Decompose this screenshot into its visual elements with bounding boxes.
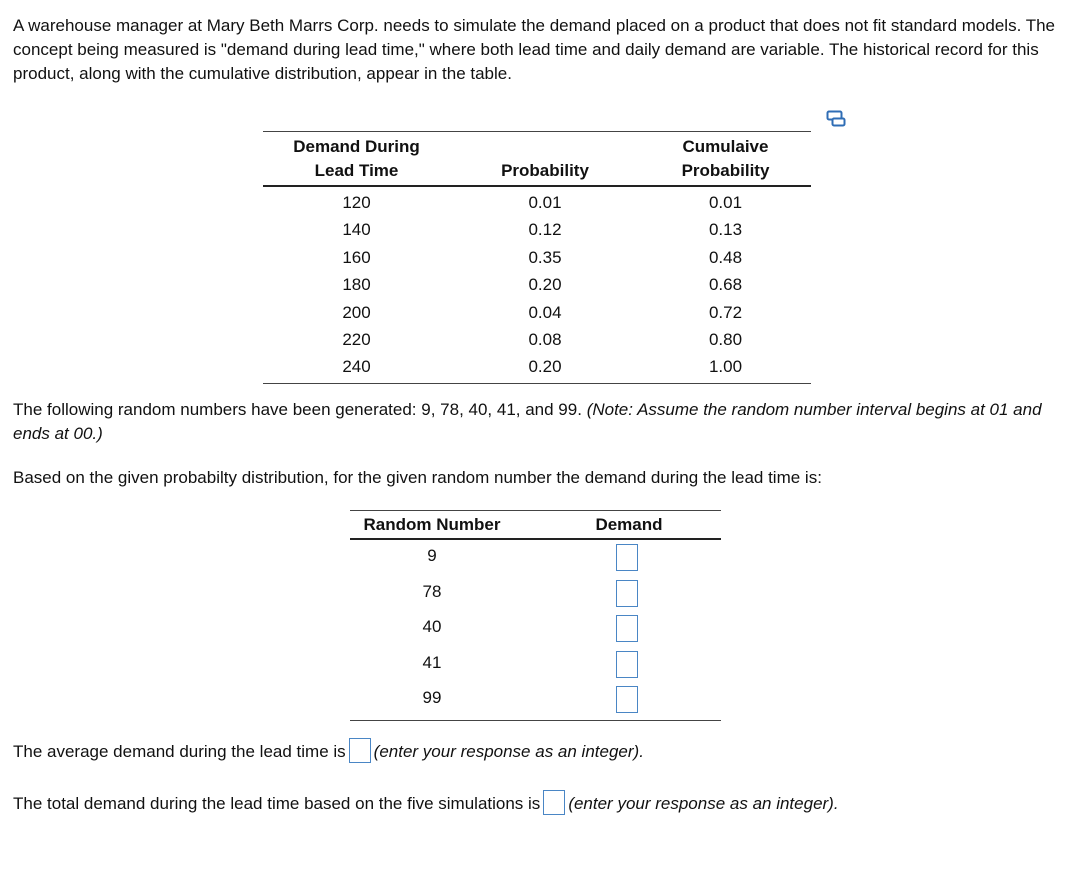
cell-cumulative: 0.13 (708, 220, 743, 240)
random-number: 41 (422, 652, 442, 672)
table-row (263, 216, 811, 243)
based-on-text: Based on the given probabilty distribution, for the given random number the demand during the lead time is: (13, 468, 822, 487)
cell-probability: 0.20 (528, 275, 562, 295)
simulation-table (350, 510, 721, 721)
cell-probability: 0.08 (528, 329, 562, 349)
table-row (263, 189, 811, 216)
cell-demand: 240 (342, 357, 371, 377)
table-row (350, 683, 721, 719)
cell-cumulative: 0.80 (708, 329, 743, 349)
copy-icon[interactable] (826, 110, 846, 128)
cell-cumulative: 0.48 (708, 247, 743, 267)
table-row (350, 612, 721, 648)
cell-probability: 0.20 (528, 357, 562, 377)
table-header (350, 511, 721, 540)
header-demand: Demand During Lead Time (293, 137, 420, 180)
cell-cumulative: 0.01 (708, 193, 743, 212)
demand-distribution-table (263, 131, 811, 384)
cell-demand: 120 (342, 193, 371, 212)
cell-probability: 0.01 (528, 193, 562, 212)
table-row (263, 244, 811, 271)
random-numbers-text: The following random numbers have been generated: 9, 78, 40, 41, and 99. (Note: Assume the random number interval begins at 01 and ends at 00.) (13, 400, 1042, 443)
demand-input[interactable] (616, 580, 638, 607)
total-demand-question: The total demand during the lead time based on the five simulations is (enter your response as an integer). (13, 792, 1070, 817)
demand-input[interactable] (616, 544, 638, 571)
demand-input[interactable] (616, 651, 638, 678)
cell-probability: 0.04 (528, 302, 562, 322)
table-row (263, 299, 811, 326)
cell-cumulative: 0.72 (708, 302, 743, 322)
header-cumulative: Cumulaive Probability (681, 137, 770, 180)
random-note: (Note: Assume the random number interval begins at 01 and ends at 00.) (13, 400, 1042, 443)
random-number: 9 (427, 546, 437, 565)
cell-cumulative: 0.68 (708, 275, 743, 295)
random-number: 78 (422, 581, 442, 601)
demand-input[interactable] (616, 686, 638, 713)
cell-cumulative: 1.00 (708, 357, 743, 377)
cell-probability: 0.35 (528, 247, 562, 267)
table-row (350, 577, 721, 613)
average-demand-question: The average demand during the lead time is (enter your response as an integer). (13, 740, 1070, 765)
table-row (263, 353, 811, 380)
problem-intro: A warehouse manager at Mary Beth Marrs Corp. needs to simulate the demand placed on a product that does not fit standard models. The concept being measured is "demand during lead time," where both lead time and daily demand are variable. The historical record for this product, along with the cumulative distribution, appear in the table. (13, 16, 1055, 83)
total-demand-input[interactable] (543, 790, 565, 815)
header-probability: Probability (501, 161, 589, 180)
cell-demand: 140 (342, 220, 371, 240)
cell-probability: 0.12 (528, 220, 562, 240)
cell-demand: 220 (342, 329, 371, 349)
random-number: 99 (422, 688, 442, 707)
header-demand: Demand (595, 515, 663, 534)
cell-demand: 180 (342, 275, 371, 295)
table-row (350, 648, 721, 684)
cell-demand: 160 (342, 247, 371, 267)
table-row (263, 271, 811, 298)
table-header (263, 132, 811, 187)
demand-input[interactable] (616, 615, 638, 642)
cell-demand: 200 (342, 302, 371, 322)
table-row (350, 541, 721, 577)
random-number: 40 (422, 617, 442, 636)
header-random-number: Random Number (363, 515, 501, 534)
table-row (263, 326, 811, 353)
average-demand-input[interactable] (349, 738, 371, 763)
